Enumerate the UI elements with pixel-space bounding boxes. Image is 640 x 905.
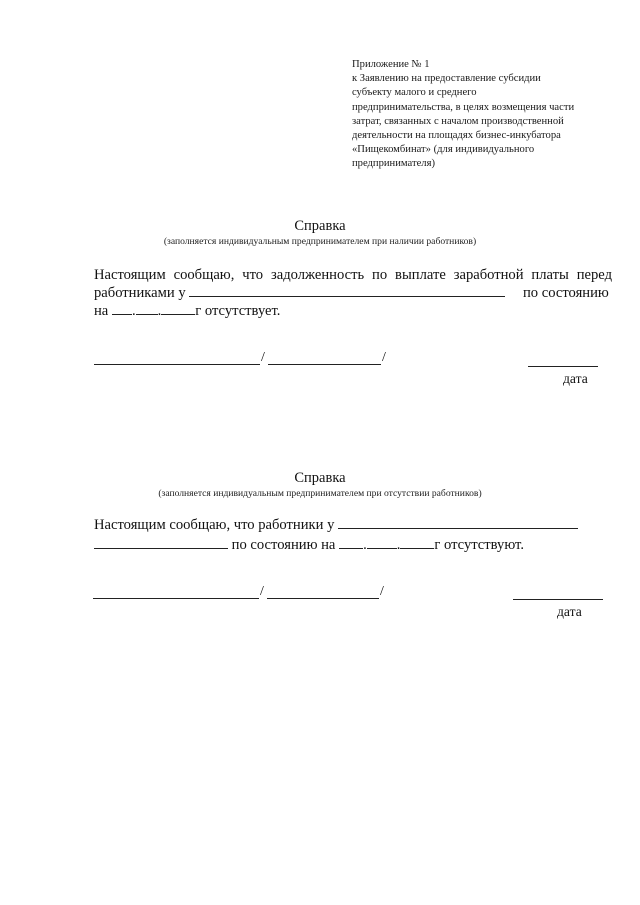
form2-subtitle: (заполняется индивидуальным предпринимателем при отсутствии работников) [158, 488, 482, 499]
form1-name-field[interactable] [268, 364, 381, 365]
form1-date-field[interactable] [528, 366, 598, 367]
form1-date-label: дата [563, 371, 588, 386]
form1-day-field[interactable] [112, 302, 132, 315]
form1-line3 [94, 302, 280, 320]
appendix-line: к Заявлению на предоставление субсидии [352, 73, 541, 85]
form2-slash: / [380, 584, 384, 599]
appendix-line: затрат, связанных с началом производственной [352, 115, 564, 127]
appendix-line: «Пищекомбинат» (для индивидуального [352, 144, 535, 156]
form1-line1 [94, 266, 612, 284]
form2-title: Справка [294, 470, 346, 486]
form1-line2-start: работниками у [94, 285, 186, 301]
form2-line1 [94, 516, 578, 534]
form1-year-field[interactable] [161, 302, 195, 315]
appendix-line: субъекту малого и среднего [352, 87, 477, 99]
appendix-line: Приложение № 1 [352, 59, 430, 70]
form1-signature-field[interactable] [94, 364, 260, 365]
form1-subtitle: (заполняется индивидуальным предпринимателем при наличии работников) [163, 236, 477, 247]
form2-slash: / [260, 584, 264, 599]
form1-line2 [94, 284, 505, 302]
form1-line3-end: г отсутствует. [195, 303, 281, 319]
form1-slash: / [382, 350, 386, 365]
employer-name-continued-field[interactable] [94, 536, 228, 549]
employer-name-field[interactable] [338, 516, 578, 529]
form1-line2-end: по состоянию [523, 285, 609, 301]
form1-title: Справка [294, 218, 346, 234]
form1-line3-start: на [94, 303, 109, 319]
form2-line2 [94, 536, 524, 554]
form2-date-field[interactable] [513, 599, 603, 600]
form1-dot: . [131, 303, 136, 319]
appendix-header [352, 58, 622, 172]
form2-dot: . [363, 537, 367, 553]
form2-signature-field[interactable] [93, 598, 259, 599]
form1-dot: . [157, 303, 162, 319]
form2-day-field[interactable] [339, 536, 363, 549]
form2-line1-start: Настоящим сообщаю, что работники у [94, 517, 335, 533]
form2-date-label: дата [557, 604, 582, 619]
form2-name-field[interactable] [267, 598, 379, 599]
form2-year-field[interactable] [400, 536, 434, 549]
form1-slash: / [261, 350, 265, 365]
appendix-line: предпринимательства, в целях возмещения части [352, 101, 575, 113]
employer-name-field[interactable] [189, 284, 505, 297]
form2-dot: . [396, 537, 401, 553]
form1-line1-text: Настоящим сообщаю, что задолженность по выплате заработной платы перед [94, 267, 612, 283]
appendix-line: деятельности на площадях бизнес-инкубатора [352, 130, 561, 142]
form1-month-field[interactable] [136, 302, 158, 315]
form2-month-field[interactable] [367, 536, 397, 549]
form2-line2-end: г отсутствуют. [434, 537, 524, 553]
appendix-line: предпринимателя) [352, 158, 435, 170]
form2-line2-mid: по состоянию на [231, 537, 336, 553]
